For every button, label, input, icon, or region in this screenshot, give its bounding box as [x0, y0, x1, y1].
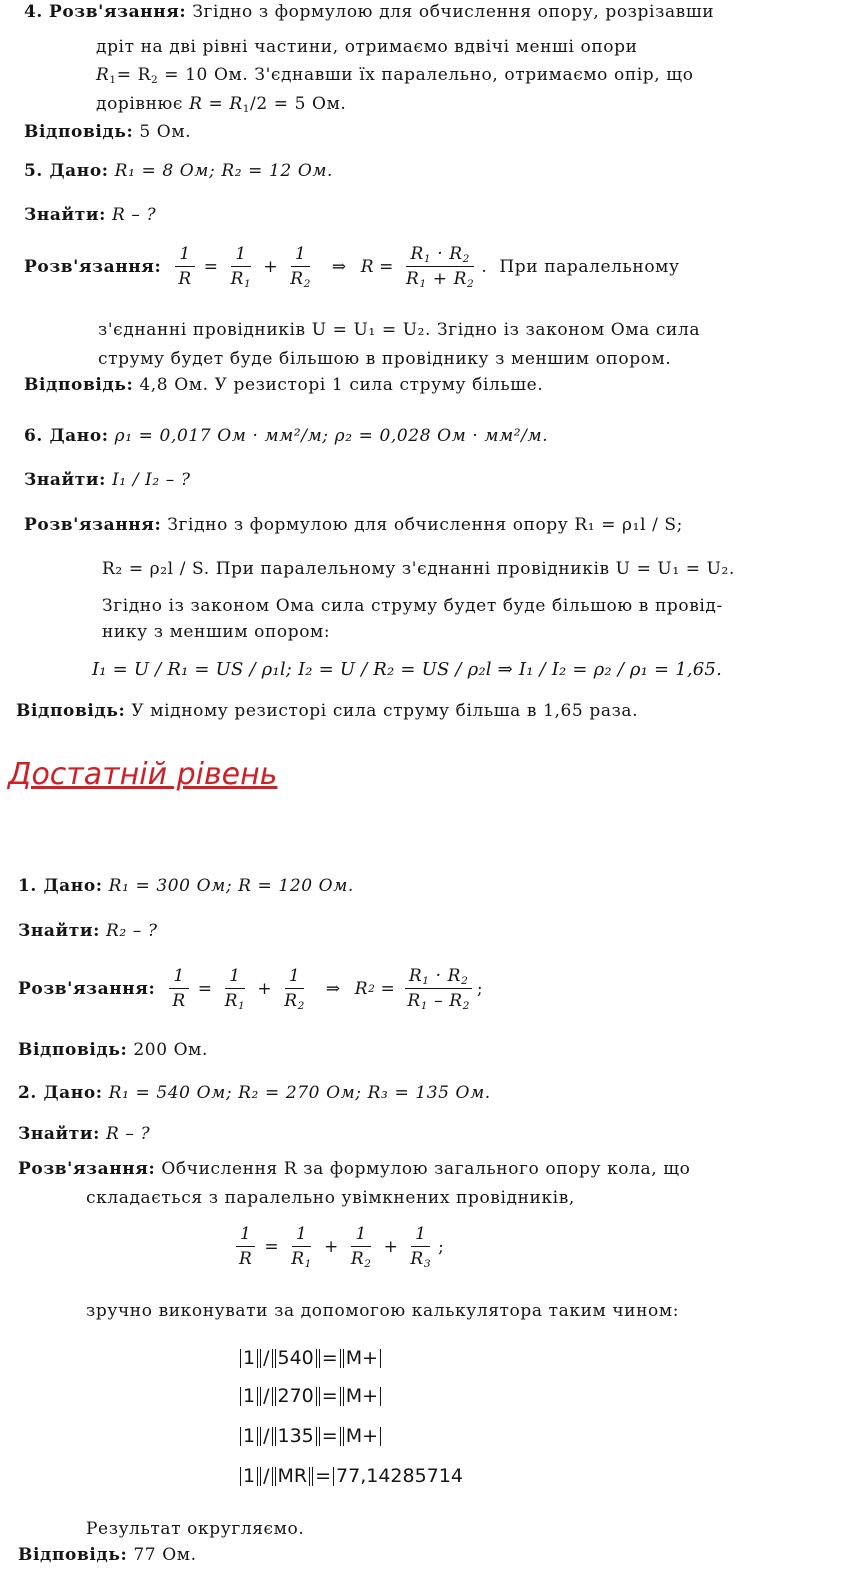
- calc-row-1: [240, 1349, 383, 1368]
- p4-line2: дріт на дві рівні частини, отримаємо вдвічі менші опори: [96, 37, 638, 57]
- p5-answer: Відповідь: 4,8 Ом. У резисторі 1 сила струму більше.: [24, 375, 544, 395]
- calc-key-mr: MR: [275, 1467, 311, 1486]
- p4-solution-label: Розв'язання:: [48, 2, 187, 22]
- calc-key-mplus: M+: [343, 1387, 381, 1406]
- calc-key-mplus: M+: [343, 1427, 381, 1446]
- p6-given: 6. Дано: ρ₁ = 0,017 Ом · мм²/м; ρ₂ = 0,028 Ом · мм²/м.: [24, 426, 549, 446]
- q2-given: 2. Дано: R₁ = 540 Ом; R₂ = 270 Ом; R₃ = 135 Ом.: [18, 1083, 491, 1103]
- calc-key-135: 135: [275, 1427, 317, 1446]
- p5-given: 5. Дано: R₁ = 8 Ом; R₂ = 12 Ом.: [24, 161, 334, 181]
- p6-line5: I₁ = U / R₁ = US / ρ₁l; I₂ = U / R₂ = US / ρ₂l ⇒ I₁ / I₂ = ρ₂ / ρ₁ = 1,65.: [92, 659, 722, 680]
- calc-key-divide: /: [260, 1349, 272, 1368]
- p6-answer: Відповідь: У мідному резисторі сила струму більша в 1,65 раза.: [16, 701, 639, 721]
- p5-line3: струму будет буде більшою в провіднику з меншим опором.: [98, 349, 672, 369]
- p5-line2: з'єднанні провідників U = U₁ = U₂. Згідно із законом Ома сила: [98, 320, 701, 340]
- p5-solution-formula: Розв'язання: $\frac{1}{R}$ = $\frac{1}{R_1}$ + $\frac{1}{R_2}$ ⇒ R = $\frac{R_1 \cdot R_2}{R_1 + R_2}$ . При паралельному: [24, 244, 680, 291]
- calc-key-divide: /: [260, 1427, 272, 1446]
- calc-key-divide: /: [260, 1387, 272, 1406]
- calc-key-1: 1: [240, 1387, 258, 1406]
- p4-answer: Відповідь: 5 Ом.: [24, 122, 192, 142]
- q2-find: Знайти: R – ?: [18, 1124, 151, 1144]
- q2-line2: складається з паралельно увімкнених провідників,: [86, 1188, 575, 1208]
- calc-key-270: 270: [275, 1387, 317, 1406]
- q1-given: 1. Дано: R₁ = 300 Ом; R = 120 Ом.: [18, 876, 354, 896]
- section-heading: Достатній рівень: [8, 757, 278, 792]
- calc-key-equals: =: [319, 1387, 341, 1406]
- q2-formula: $\frac{1}{R}$ = $\frac{1}{R_1}$ + $\frac{1}{R_2}$ + $\frac{1}{R_3}$ ;: [232, 1226, 444, 1268]
- calc-row-2: [240, 1387, 383, 1406]
- p5-find: Знайти: R – ?: [24, 205, 157, 225]
- p4-text-1: Згідно з формулою для обчислення опору, розрізавши: [192, 2, 715, 22]
- calc-key-1: 1: [240, 1427, 258, 1446]
- q2-line3: зручно виконувати за допомогою калькулятора таким чином:: [86, 1301, 680, 1321]
- calc-key-mplus: M+: [343, 1349, 381, 1368]
- calc-key-equals: =: [312, 1467, 334, 1486]
- calc-key-1: 1: [240, 1467, 258, 1486]
- calc-row-3: [240, 1427, 383, 1446]
- calc-key-equals: =: [319, 1427, 341, 1446]
- q2-result-line: Результат округляємо.: [86, 1519, 305, 1539]
- p6-find: Знайти: I₁ / I₂ – ?: [24, 470, 191, 490]
- calc-result: 77,14285714: [336, 1465, 463, 1487]
- q1-solution-formula: Розв'язання: $\frac{1}{R}$ = $\frac{1}{R_1}$ + $\frac{1}{R_2}$ ⇒ R 2 = $\frac{R_1 \cdot R_2}{R_1 - R_2}$ ;: [18, 966, 484, 1013]
- q2-solution-line1: Розв'язання: Обчислення R за формулою загального опору кола, що: [18, 1159, 691, 1179]
- q2-answer: Відповідь: 77 Ом.: [18, 1545, 197, 1565]
- calc-key-divide: /: [260, 1467, 272, 1486]
- p6-solution-line1: Розв'язання: Згідно з формулою для обчислення опору R₁ = ρ₁l / S;: [24, 515, 684, 535]
- calc-key-equals: =: [319, 1349, 341, 1368]
- p4-number: 4.: [24, 2, 43, 22]
- p6-line2: R₂ = ρ₂l / S. При паралельному з'єднанні провідників U = U₁ = U₂.: [102, 559, 735, 579]
- q1-answer: Відповідь: 200 Ом.: [18, 1040, 208, 1060]
- p6-line3: Згідно із законом Ома сила струму будет буде більшою в провід-: [102, 596, 723, 616]
- p4-line4: дорівнює $R = R_1/2 = 5$ Ом.: [96, 94, 347, 116]
- calc-key-540: 540: [275, 1349, 317, 1368]
- q1-find: Знайти: R₂ – ?: [18, 921, 158, 941]
- calc-key-1: 1: [240, 1349, 258, 1368]
- p4-line1: [24, 4, 714, 21]
- calc-row-4: [240, 1467, 463, 1486]
- p6-line4: нику з меншим опором:: [102, 622, 331, 642]
- p4-line3: $R_1= R_2 = 10$ Ом. З'єднавши їх паралельно, отримаємо опір, що: [96, 65, 694, 87]
